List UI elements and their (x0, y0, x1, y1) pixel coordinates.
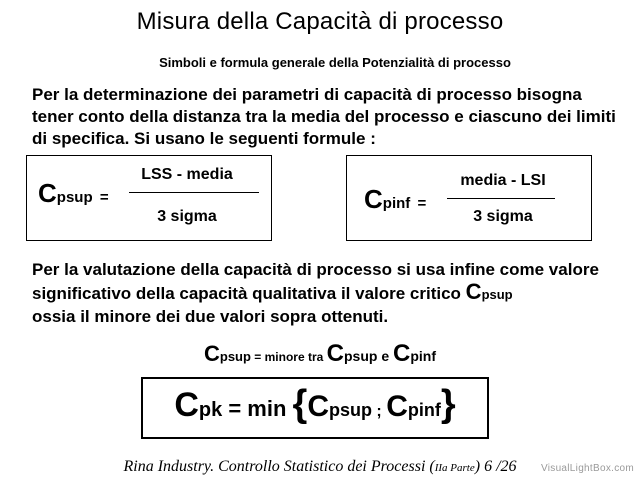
cpinf-numerator: media - LSI (460, 172, 546, 189)
final-eq: = min (222, 396, 293, 421)
rule-line (0, 340, 640, 368)
final-c2: C (307, 390, 329, 423)
final-open-brace: { (292, 383, 308, 425)
cpsup-c: C (38, 178, 57, 208)
final-c3: C (386, 390, 408, 423)
cpinf-subscript: pinf (382, 195, 411, 212)
cpsup-denominator: 3 sigma (157, 208, 217, 225)
evaluation-text-1: Per la valutazione della capacità di processo si usa infine come valore significativo della capacità qualitativa il valore critico (32, 260, 599, 303)
slide-subtitle: Simboli e formula generale della Potenzialità di processo (159, 55, 511, 70)
rule-s3: pinf (410, 348, 437, 364)
final-c1: C (174, 386, 199, 424)
cpsup-equals: = (99, 189, 109, 206)
rule-s2: psup (343, 348, 378, 364)
rule-s1: psup (219, 349, 251, 364)
footer-page: 6 /26 (480, 458, 517, 475)
slide-title: Misura della Capacità di processo (136, 8, 504, 35)
final-sep: ; (371, 403, 387, 420)
rule-c3: C (393, 340, 411, 367)
cpsup-symbol (38, 178, 109, 209)
rule-mid: = minore tra (250, 350, 327, 364)
final-close-brace: } (440, 383, 456, 425)
formula-cpsup-box (26, 155, 272, 241)
cpinf-denominator: 3 sigma (473, 208, 533, 225)
cpinf-equals: = (417, 195, 427, 212)
evaluation-paragraph (32, 259, 617, 328)
cpsup-numerator: LSS - media (141, 166, 233, 183)
footer-close: ) (474, 458, 481, 475)
cpinf-symbol (364, 184, 426, 215)
cpsup-subscript: psup (56, 189, 93, 206)
final-formula (143, 383, 487, 426)
footer-small: IIa Parte (434, 462, 475, 474)
final-s1: pk (198, 399, 223, 421)
evaluation-text-2: ossia il minore dei due valori sopra ottenuti. (32, 307, 389, 326)
final-formula-box (141, 377, 489, 439)
rule-and: e (377, 348, 394, 364)
formula-cpinf-box (346, 155, 592, 241)
cpinf-c: C (364, 184, 383, 214)
rule-c2: C (326, 340, 344, 367)
watermark: VisualLightBox.com (540, 463, 634, 474)
cpinf-fraction-line (447, 198, 555, 199)
evaluation-symbol: C (465, 279, 482, 304)
final-s2: psup (328, 400, 372, 420)
rule-c1: C (203, 341, 220, 366)
footer-main: Rina Industry. Controllo Statistico dei Processi ( (123, 458, 435, 475)
evaluation-subscript: psup (481, 287, 513, 302)
intro-paragraph: Per la determinazione dei parametri di capacità di processo bisogna tener conto della distanza tra la media del processo e ciascuno dei limiti di specifica. Si usano le seguenti formule : (32, 85, 616, 148)
cpsup-fraction-line (129, 192, 259, 193)
final-s3: pinf (407, 400, 441, 420)
